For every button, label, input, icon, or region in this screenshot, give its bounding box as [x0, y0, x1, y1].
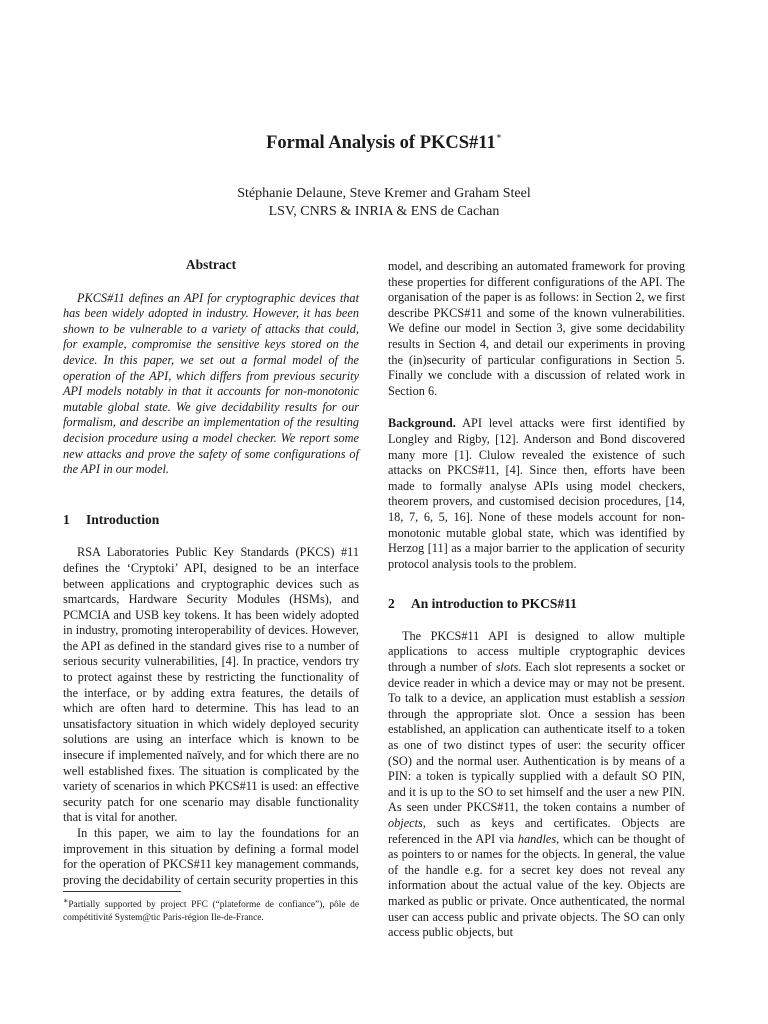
abstract-text: PKCS#11 defines an API for cryptographic devices that has been widely adopted in industry. However, it has been shown to be vulnerable to a variety of attacks that could, for example, compromise the sensitive keys stored on the device. In this paper, we set out a formal model of the operation of the API, which differs from previous security API models notably in that it accounts for non-monotonic mutable global state. We give decidability results for our formalism, and describe an implementation of the resulting decision procedure using a model checker. We report some new attacks and prove the safety of some configurations of the API in our model. — [63, 290, 359, 477]
background-text: API level attacks were first identified by Longley and Rigby, [12]. Anderson and Bond discovered many more [1]. Clulow revealed the existence of such attacks on PKCS#11, [4]. Since then, efforts have been made to formally analyse APIs using model checkers, theorem provers, and customised decision procedures, [14, 18, 7, 6, 5, 16]. None of these models account for non-monotonic mutable global state, which was identified by Herzog [11] as a major barrier to the application of security protocol analysis tools to the problem. — [388, 416, 685, 571]
paper-title-text: Formal Analysis of PKCS#11 — [266, 133, 496, 153]
term-session: session — [649, 691, 685, 706]
text-run: through the appropriate slot. Once a session has been established, an application can authenticate itself to a token as one of two distinct types of user: the security officer (SO) and the normal user. Authentication is by means of a PIN: a token is typically supplied with a default SO PIN, and it is up to the SO to set himself and the user a new PIN. As seen under PKCS#11, the token contains a number of — [388, 706, 685, 815]
term-objects: objects — [388, 816, 423, 830]
background-label: Background. — [388, 416, 456, 431]
section-title: An introduction to PKCS#11 — [411, 596, 577, 612]
footnote-text: Partially supported by project PFC (“plateforme de confiance”), pôle de compétitivité System@tic Paris-région Ile-de-France. — [63, 900, 359, 923]
section2-paragraph — [388, 629, 685, 941]
intro-paragraph-2: In this paper, we aim to lay the foundations for an improvement in this situation by defining a formal model for the operation of PKCS#11 key management commands, proving the decidability of certain security properties in this — [63, 826, 359, 887]
background-paragraph — [388, 416, 685, 572]
author-block — [0, 185, 768, 221]
paper-title — [0, 133, 768, 154]
footnote-rule — [63, 891, 181, 892]
intro-paragraph-3: model, and describing an automated framework for proving these properties for different configurations of the API. The organisation of the paper is as follows: in Section 2, we first describe PKCS#11 and some of the known vulnerabilities. We define our model in Section 3, give some decidability results in Section 4, and detail our experiments in proving the (in)security of particular configurations in Section 5. Finally we conclude with a discussion of related work in Section 6. — [388, 259, 685, 398]
intro-paragraph-1: RSA Laboratories Public Key Standards (PKCS) #11 defines the ‘Cryptoki’ API, designed to be an interface between applications and cryptographic devices such as smartcards, Hardware Security Modules (HSMs), and PCMCIA and USB key tokens. It has been widely adopted in industry, promoting interoperability of devices. However, the API as defined in the standard gives rise to a number of serious security vulnerabilities, [4]. In practice, vendors try to protect against these by restricting the functionality of the interface, or by adding extra features, the details of which are often hard to determine. This has lead to an unsatisfactory situation in which widely deployed security solutions are using an interface which is known to be insecure if implemented naïvely, and for which there are no well established fixes. The situation is complicated by the variety of scenarios in which PKCS#11 is used: an effective security patch for one scenario may disable functionality that is vital for another. — [63, 545, 359, 825]
section-number: 2 — [388, 596, 395, 612]
text-run: , such as keys and certificates. Objects are referenced in the API via — [388, 816, 685, 846]
footnote-mark: ∗ — [63, 896, 69, 905]
author-names: Stéphanie Delaune, Steve Kremer and Graham Steel — [237, 186, 531, 201]
section-heading-pkcs11 — [388, 596, 685, 612]
right-column — [388, 259, 685, 941]
title-footnote-mark: ∗ — [495, 131, 502, 141]
text-run: The PKCS#11 API is designed to allow multiple applications to access multiple cryptographic devices through a number of — [388, 628, 685, 675]
section-number: 1 — [63, 511, 70, 527]
section-heading-introduction — [63, 512, 359, 528]
section-title: Introduction — [86, 511, 160, 527]
text-run: , which can be thought of as pointers to or names for the objects. In general, the value of the handle e.g. for a secret key does not reveal any information about the actual value of the key. Objects are marked as public or private. Once authenticated, the normal user can access public and private objects. The SO can only access public objects, but — [388, 831, 685, 940]
abstract-heading: Abstract — [185, 257, 237, 272]
left-column — [63, 257, 359, 888]
text-run: . Each slot represents a socket or device reader in which a device may or may not be present. To talk to a device, an application must establish a — [388, 660, 685, 706]
author-affiliation: LSV, CNRS & INRIA & ENS de Cachan — [268, 204, 500, 219]
term-slots: slots — [495, 660, 519, 675]
term-handles: handles — [517, 831, 557, 846]
footnote — [63, 895, 359, 924]
